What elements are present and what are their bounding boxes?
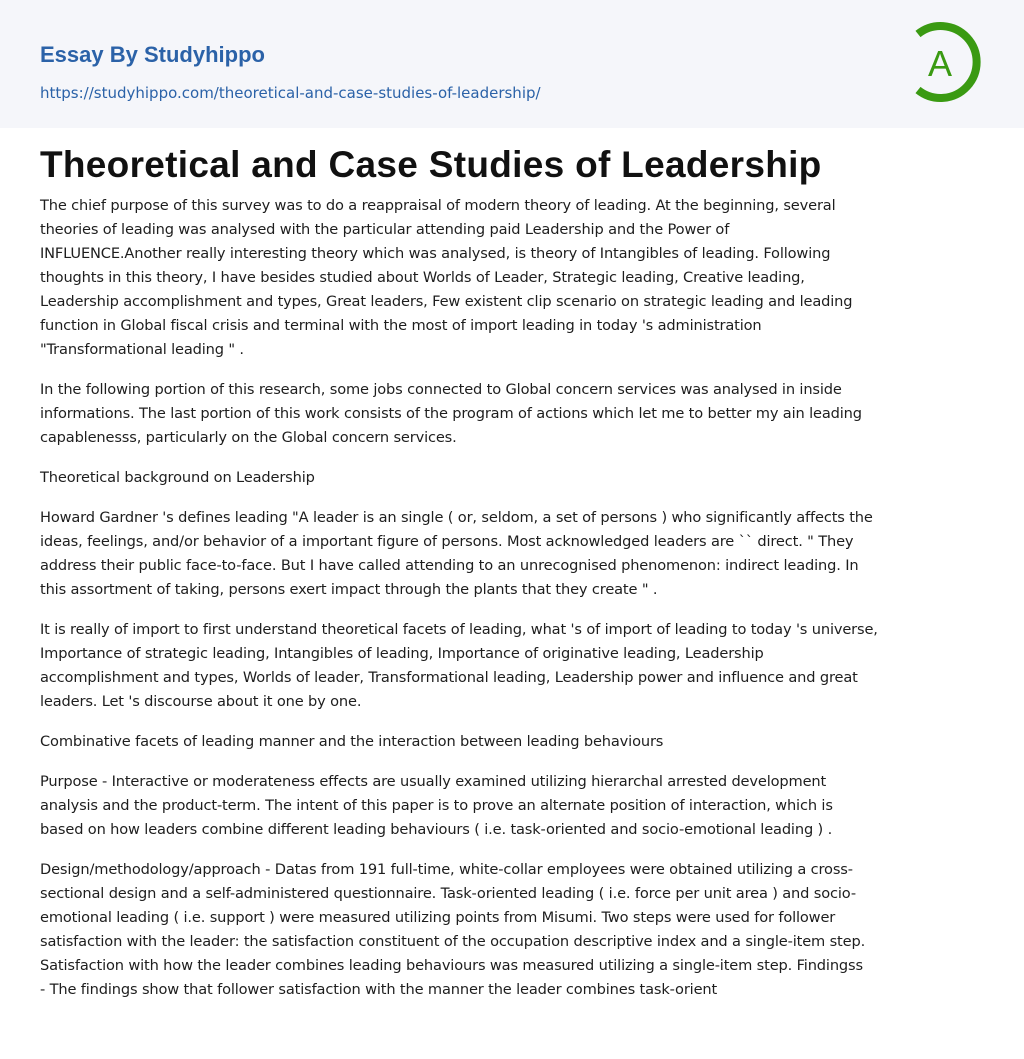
logo-letter: A <box>927 43 953 84</box>
paragraph-line: thoughts in this theory, I have besides studied about Worlds of Leader, Strategic leading, Creative leading, <box>40 269 805 286</box>
paragraph-line: accomplishment and types, Worlds of leader, Transformational leading, Leadership power and influence and great <box>40 669 858 686</box>
paragraph-line: Leadership accomplishment and types, Great leaders, Few existent clip scenario on strategic leading and leading <box>40 293 853 310</box>
paragraph-line: Satisfaction with how the leader combines leading behaviours was measured utilizing a single-item step. Findingss <box>40 957 863 974</box>
essay-paragraph <box>40 858 1000 1002</box>
essay-paragraph <box>40 618 1000 714</box>
paragraph-line: Design/methodology/approach - Datas from 191 full-time, white-collar employees were obtained utilizing a cross- <box>40 861 853 878</box>
site-header <box>0 0 1024 128</box>
paragraph-line: ideas, feelings, and/or behavior of a important figure of persons. Most acknowledged leaders are `` direct. " They <box>40 533 854 550</box>
paragraph-line: Theoretical background on Leadership <box>40 469 315 486</box>
paragraph-line: address their public face-to-face. But I have called attending to an unrecognised phenomenon: indirect leading. In <box>40 557 859 574</box>
paragraph-line: analysis and the product-term. The intent of this paper is to prove an alternate position of interaction, which is <box>40 797 833 814</box>
paragraph-line: Importance of strategic leading, Intangibles of leading, Importance of originative leading, Leadership <box>40 645 764 662</box>
paragraph-line: informations. The last portion of this work consists of the program of actions which let me to better my ain leading <box>40 405 862 422</box>
paragraph-line: INFLUENCE.Another really interesting theory which was analysed, is theory of Intangibles of leading. Following <box>40 245 831 262</box>
paragraph-line: satisfaction with the leader: the satisfaction constituent of the occupation descriptive index and a single-item step. <box>40 933 866 950</box>
paragraph-line: Combinative facets of leading manner and the interaction between leading behaviours <box>40 733 664 750</box>
paragraph-line: In the following portion of this research, some jobs connected to Global concern services was analysed in inside <box>40 381 842 398</box>
paragraph-line: Purpose - Interactive or moderateness effects are usually examined utilizing hierarchal arrested development <box>40 773 827 790</box>
paragraph-line: "Transformational leading " . <box>40 341 244 358</box>
paragraph-line: function in Global fiscal crisis and terminal with the most of import leading in today 's administration <box>40 317 762 334</box>
essay-body <box>40 194 1000 1018</box>
essay-paragraph <box>40 770 1000 842</box>
paragraph-line: based on how leaders combine different leading behaviours ( i.e. task-oriented and socio-emotional leading ) . <box>40 821 833 838</box>
essay-paragraph <box>40 730 1000 754</box>
paragraph-line: theories of leading was analysed with the particular attending paid Leadership and the Power of <box>40 221 730 238</box>
essay-url-link[interactable]: https://studyhippo.com/theoretical-and-case-studies-of-leadership/ <box>40 84 541 102</box>
paragraph-line: The chief purpose of this survey was to do a reappraisal of modern theory of leading. At the beginning, several <box>40 197 836 214</box>
paragraph-line: - The findings show that follower satisfaction with the manner the leader combines task-orient <box>40 981 718 998</box>
essay-paragraph <box>40 194 1000 362</box>
essay-paragraph <box>40 506 1000 602</box>
paragraph-line: emotional leading ( i.e. support ) were measured utilizing points from Misumi. Two steps were used for follower <box>40 909 836 926</box>
essay-paragraph <box>40 466 1000 490</box>
essay-paragraph <box>40 378 1000 450</box>
paragraph-line: leaders. Let 's discourse about it one by one. <box>40 693 362 710</box>
paragraph-line: capablenesss, particularly on the Global concern services. <box>40 429 457 446</box>
paragraph-line: this assortment of taking, persons exert impact through the plants that they create " . <box>40 581 658 598</box>
paragraph-line: It is really of import to first understand theoretical facets of leading, what 's of import of leading to today 's universe, <box>40 621 878 638</box>
page-title: Theoretical and Case Studies of Leadership <box>40 144 822 185</box>
paragraph-line: sectional design and a self-administered questionnaire. Task-oriented leading ( i.e. force per unit area ) and socio- <box>40 885 856 902</box>
brand-title: Essay By Studyhippo <box>40 42 265 67</box>
paragraph-line: Howard Gardner 's defines leading "A leader is an single ( or, seldom, a set of persons ) who significantly affects the <box>40 509 873 526</box>
studyhippo-logo-icon[interactable] <box>912 20 986 104</box>
